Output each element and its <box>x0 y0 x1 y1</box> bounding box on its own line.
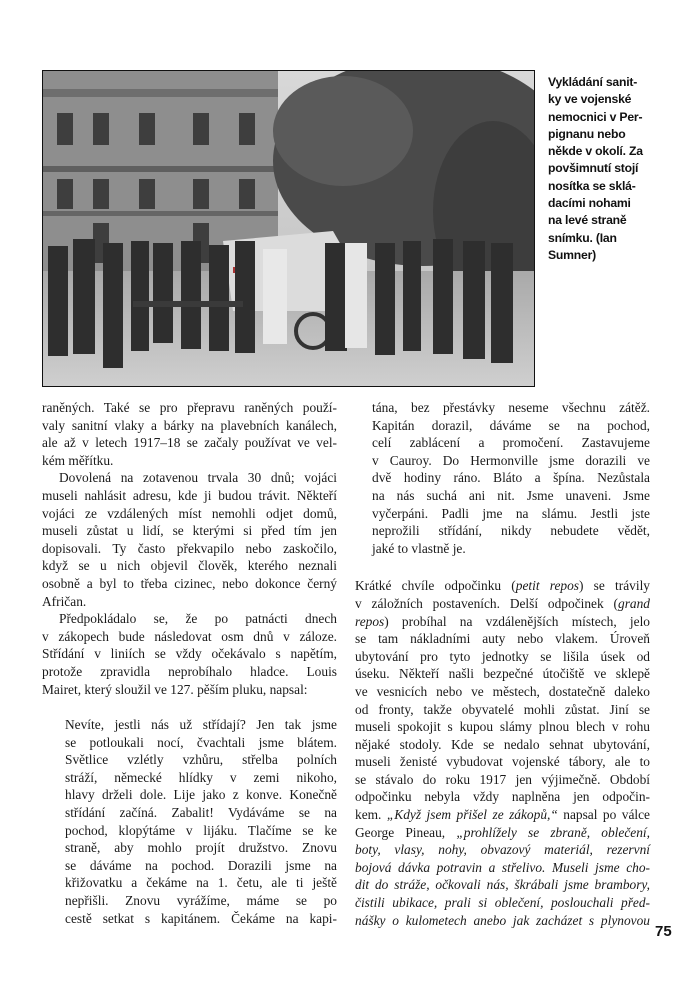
text-line: raněných. Také se pro přepravu raněných použí- <box>42 400 337 415</box>
text-line <box>355 753 650 771</box>
italic-text: nášky o kulometech anebo jak zacházet s plynovou <box>355 912 650 928</box>
quote-line: Nevíte, jestli nás už střídají? Jen tak jsme <box>65 717 337 733</box>
italic-text: bojová dávka potravin a střelivo. Museli jsme cho- <box>355 859 650 875</box>
text-line <box>355 683 650 701</box>
caption-line: nemocnici v Per- <box>548 109 643 124</box>
historical-photo-ambulance <box>42 70 535 387</box>
quote-line: pochod, klopýtáme v lijáku. Tlačíme se ke <box>65 822 337 838</box>
photo-caption <box>548 74 658 264</box>
text-line: museli zůstat u lidí, se kterými si před tím jen <box>42 523 337 539</box>
spacer <box>355 557 650 577</box>
text-line: vojáci ze vzdálených míst nemohli odjet domů, <box>42 505 337 521</box>
caption-line: ky ve vojenské <box>548 92 632 107</box>
text-line <box>355 771 650 789</box>
text-line <box>355 876 650 894</box>
text-line: Mairet, který sloužil ve 127. pěším pluku, napsal: <box>42 681 308 697</box>
text-line <box>355 630 650 648</box>
quote-line: se dáváme na pochod. Dorazili jsme na <box>65 857 337 873</box>
italic-text: boty, vlasy, nohy, obvazový materiál, rezervní <box>355 842 650 858</box>
text-line <box>355 718 650 736</box>
text-line: Dovolená na zotavenou trvala 30 dnů; vojáci <box>59 470 337 486</box>
quote-line: straně, aby mohlo projít družstvo. Znovu <box>65 840 337 856</box>
quote-line: dvě hodiny ráno. Bláto a špína. Nezůstala <box>372 470 650 486</box>
italic-text: „Když jsem přišel ze zákopů,“ <box>386 807 558 823</box>
text-segment: ) probíhal na vzdálenějších místech, jelo <box>384 613 650 629</box>
text-line <box>355 912 650 930</box>
block-quote <box>355 399 650 557</box>
quote-line: střídání začíná. Zabalit! Vydáváme se na <box>65 805 337 821</box>
text-line: Střídání v liniích se vždy očekávalo s napětím, <box>42 646 337 662</box>
text-line <box>355 894 650 912</box>
quote-line: celí zablácení a promočení. Zastavujeme <box>372 435 650 451</box>
text-line: valy sanitní vlaky a bárky na plavebních kanálech, <box>42 417 337 433</box>
text-line <box>355 613 650 631</box>
text-line <box>355 665 650 683</box>
text-line <box>355 806 650 824</box>
text-line: museli nahlásit adresu, kde ji budou trávit. Někteří <box>42 487 337 503</box>
text-line: osobně a byl to třeba cizinec, nebo dokonce černý <box>42 575 337 591</box>
text-segment: museli spokojit s kupou slámy plnou blech v rohu <box>355 719 650 735</box>
caption-line: dacími nohami <box>548 196 631 211</box>
caption-line: na levé straně <box>548 213 627 228</box>
quote-line: nepřišli. Znovu vyrážíme, máme se po <box>65 893 337 909</box>
text-line: Afričan. <box>42 593 87 609</box>
caption-line: pignanu nebo <box>548 126 626 141</box>
page-number: 75 <box>655 923 672 940</box>
quote-line: hlavy drželi dole. Lije jako z konve. Konečně <box>65 787 337 803</box>
spacer <box>42 698 337 716</box>
left-text-column <box>42 399 337 927</box>
italic-text: „prohlížely se zbraně, oblečení, <box>456 824 650 840</box>
text-segment: Krátké chvíle odpočinku ( <box>355 578 516 594</box>
quote-line: na nás suchá ani nit. Jsme unaveni. Jsme <box>372 487 650 503</box>
right-text-column <box>355 399 650 929</box>
text-line <box>355 648 650 666</box>
caption-line: snímku. (Ian <box>548 230 617 245</box>
caption-line: někde v okolí. Za <box>548 144 643 159</box>
text-segment: se tam nákladními auty nebo vlakem. Úroveň <box>355 631 650 647</box>
text-line: v zákopech bude následovat osm dnů v záloze. <box>42 628 337 644</box>
caption-line: Sumner) <box>548 247 597 262</box>
italic-text: dit do stráže, očkovali nás, škrábali jsme brambory, <box>355 877 650 893</box>
quote-line: neprožili střídání, nikdy nebudete vědět, <box>372 523 650 539</box>
text-segment: ) se trávily <box>579 578 650 594</box>
text-segment: nějaké stodoly. Kde se nedalo sehnat ubytování, <box>355 736 650 752</box>
text-segment: ubytování pro tyto jednotky se lišila úsek od <box>355 648 650 664</box>
text-segment: ve vesnicích nebo ve městech, dostatečně daleko <box>355 683 650 699</box>
quote-line: se potloukali nocí, čvachtali jsme blátem. <box>65 734 337 750</box>
italic-text: petit repos <box>515 578 580 594</box>
text-line <box>355 736 650 754</box>
text-segment: odpočinku nebyla vždy naplněna jen odpočin- <box>355 789 650 805</box>
text-segment: od fronty, takže obyvatelé mohli zůstat. Jiní se <box>355 701 650 717</box>
text-line: protože zpravidla neprobíhalo hladce. Louis <box>42 663 337 679</box>
text-segment: kem. <box>355 807 387 823</box>
text-line: ale až v letech 1917–18 se začaly používat ve vel- <box>42 435 337 451</box>
paragraph <box>355 577 650 929</box>
text-line <box>355 824 650 842</box>
text-segment: napsal po válce <box>557 807 650 823</box>
quote-line: stráží, německé hlídky v zemi nikoho, <box>65 769 337 785</box>
quote-line: křižovatku a čekáme na 1. četu, ale ti ještě <box>65 875 337 891</box>
text-segment: museli ženisté vybudovat vojenské tábory, ale to <box>355 754 650 770</box>
photo-image <box>43 71 534 386</box>
text-segment: George Pineau, <box>355 824 457 840</box>
text-line <box>355 701 650 719</box>
paragraph <box>42 469 337 610</box>
quote-line: vyčerpáni. Padli jme na slámu. Jestli jste <box>372 505 650 521</box>
italic-text: grand <box>618 595 650 611</box>
caption-line: povšimnutí stojí <box>548 161 639 176</box>
quote-line: Světlice vzlétly vzhůru, střelba polních <box>65 752 337 768</box>
text-line: kém měřítku. <box>42 452 114 468</box>
text-line <box>355 859 650 877</box>
italic-text: čistili ubikace, prali si oblečení, poslouchali před- <box>355 895 650 911</box>
paragraph <box>42 610 337 698</box>
text-line: Předpokládalo se, že po patnácti dnech <box>59 611 337 627</box>
paragraph <box>42 399 337 469</box>
text-segment: v záložních postaveních. Delší odpočinek ( <box>355 595 618 611</box>
text-line <box>355 577 650 595</box>
caption-line: Vykládání sanit- <box>548 75 638 89</box>
text-line: když se u nich objevil člověk, kterého neznali <box>42 558 337 574</box>
text-segment: se stávalo do roku 1917 jen výjimečně. Období <box>355 771 650 787</box>
quote-line: jaké to vlastně je. <box>372 540 466 556</box>
quote-line: tána, bez přestávky neseme všechnu zátěž. <box>372 400 650 415</box>
caption-line: nosítka se sklá- <box>548 178 636 193</box>
text-segment: úseku. Někteří našli bezpečné útočiště ve sklepě <box>355 666 650 682</box>
quote-line: Kapitán dorazil, dáváme se na pochod, <box>372 417 650 433</box>
text-line <box>355 595 650 613</box>
quote-line: v Cauroy. Do Hermonville jsme dorazili ve <box>372 452 650 468</box>
italic-text: repos <box>355 613 385 629</box>
quote-line: cestě setkat s kapitánem. Čekáme na kapi- <box>65 910 337 926</box>
text-line <box>355 788 650 806</box>
text-line: dopisovali. Ty často překvapilo nebo zaskočilo, <box>42 540 337 556</box>
block-quote <box>42 716 337 927</box>
text-line <box>355 841 650 859</box>
